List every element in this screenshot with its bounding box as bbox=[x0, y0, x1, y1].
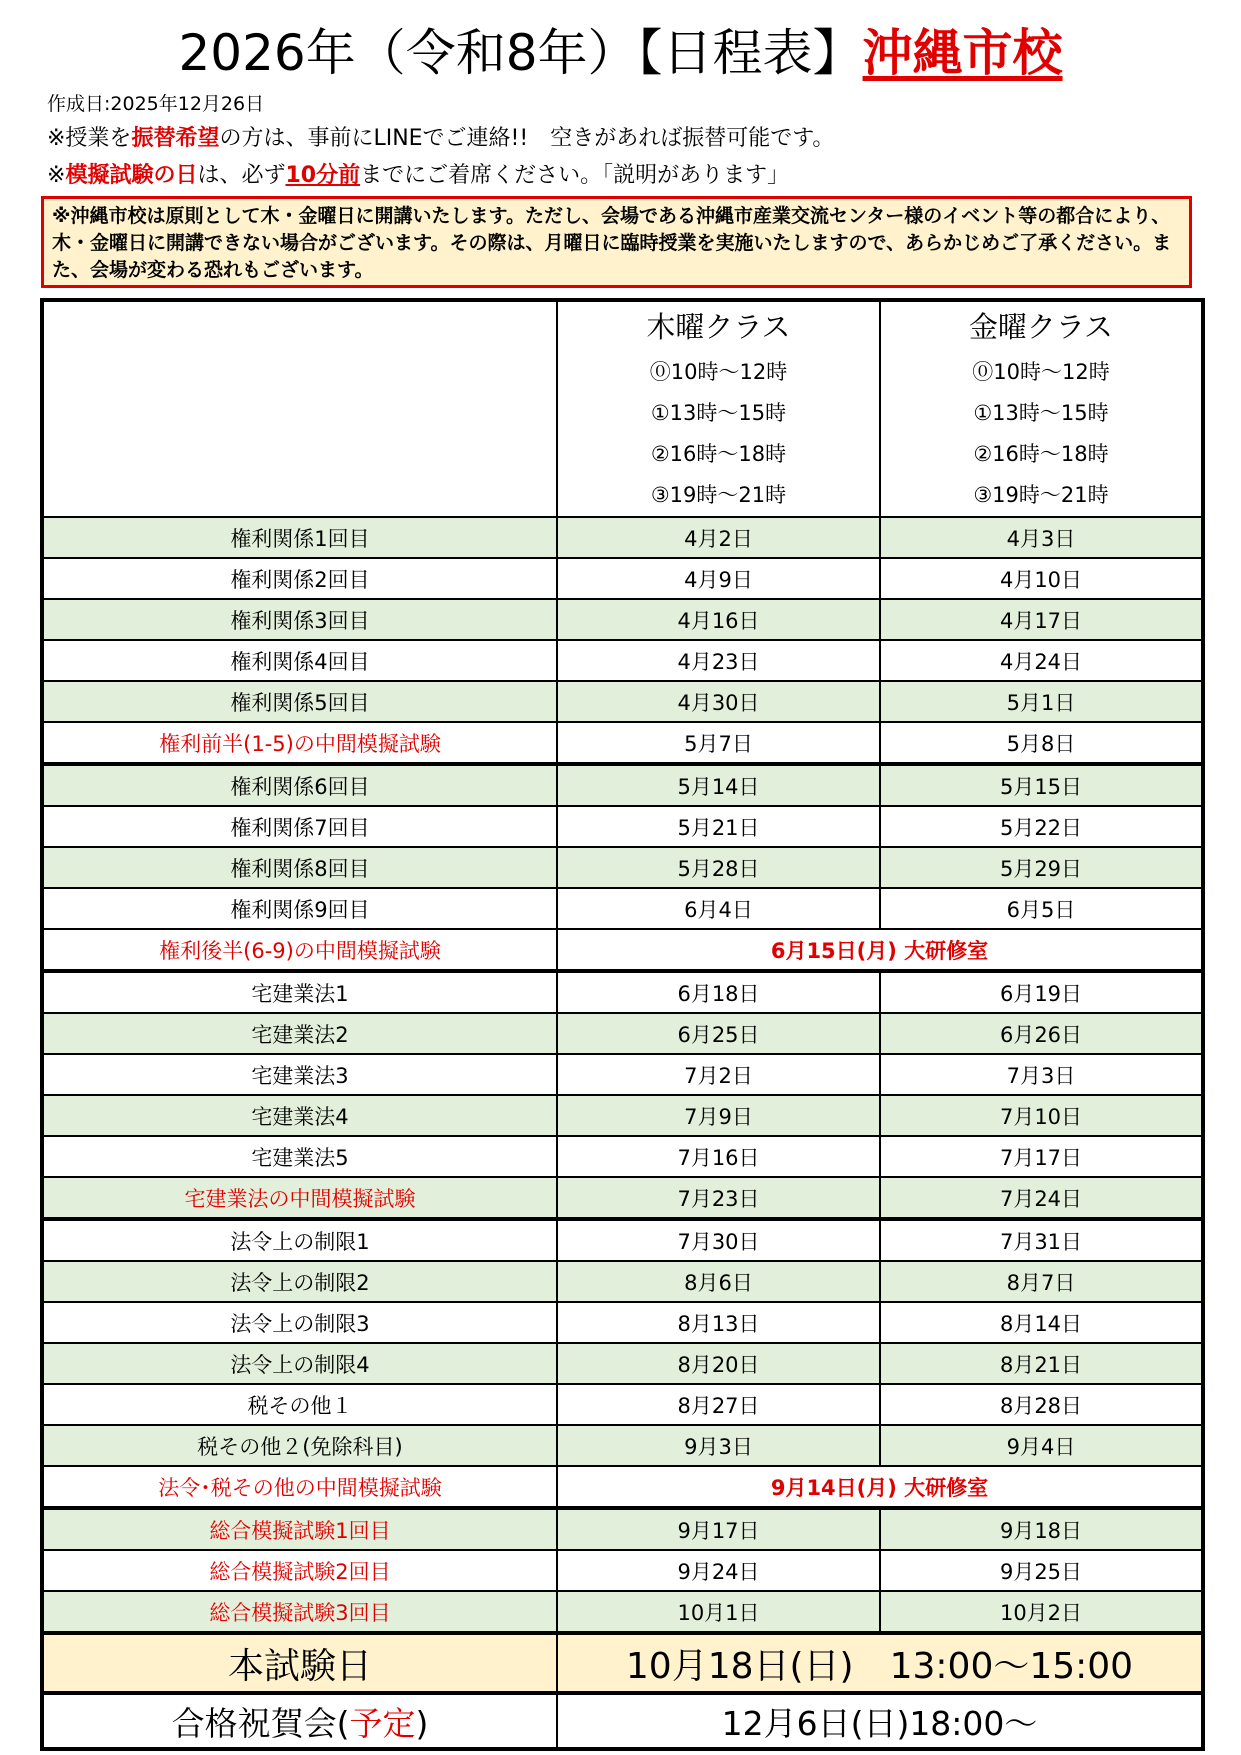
thursday-date-cell: 8月27日 bbox=[557, 1384, 880, 1425]
notice2-part-a: ※ bbox=[47, 163, 66, 188]
table-row bbox=[42, 1425, 1203, 1466]
thursday-date-cell: 5月7日 bbox=[557, 722, 880, 764]
table-header-row bbox=[42, 300, 1203, 517]
table-row bbox=[42, 558, 1203, 599]
thursday-date-cell: 10月1日 bbox=[557, 1591, 880, 1633]
table-row bbox=[42, 806, 1203, 847]
thursday-class-name: 木曜クラス bbox=[646, 310, 791, 344]
celebration-label-c: ) bbox=[415, 1703, 429, 1743]
table-row bbox=[42, 888, 1203, 929]
table-row bbox=[42, 1261, 1203, 1302]
friday-date-cell: 5月1日 bbox=[880, 681, 1203, 722]
thursday-date-cell: 6月18日 bbox=[557, 971, 880, 1013]
notice-mock-exam bbox=[47, 161, 789, 191]
thursday-date-cell: 5月21日 bbox=[557, 806, 880, 847]
thursday-date-cell: 7月23日 bbox=[557, 1177, 880, 1219]
subject-cell: 宅建業法2 bbox=[42, 1013, 557, 1054]
thursday-date-cell: 9月17日 bbox=[557, 1508, 880, 1550]
friday-date-cell: 6月5日 bbox=[880, 888, 1203, 929]
notice1-emphasis: 振替希望 bbox=[131, 126, 220, 151]
friday-date-cell: 9月4日 bbox=[880, 1425, 1203, 1466]
table-row bbox=[42, 722, 1203, 764]
table-row bbox=[42, 1550, 1203, 1591]
exam-day-row bbox=[42, 1633, 1203, 1693]
friday-date-cell: 9月18日 bbox=[880, 1508, 1203, 1550]
table-row bbox=[42, 764, 1203, 806]
friday-time-1: ①13時～15時 bbox=[973, 401, 1109, 425]
friday-date-cell: 8月28日 bbox=[880, 1384, 1203, 1425]
thursday-class-header bbox=[557, 300, 880, 517]
combined-date-cell: 6月15日(月) 大研修室 bbox=[557, 929, 1203, 971]
table-row bbox=[42, 929, 1203, 971]
friday-date-cell: 6月26日 bbox=[880, 1013, 1203, 1054]
notice2-part-e: までにご着席ください。「説明があります」 bbox=[360, 163, 790, 188]
subject-cell: 権利関係3回目 bbox=[42, 599, 557, 640]
table-row bbox=[42, 640, 1203, 681]
subject-cell: 権利前半(1-5)の中間模擬試験 bbox=[42, 722, 557, 764]
thursday-date-cell: 6月4日 bbox=[557, 888, 880, 929]
friday-date-cell: 7月24日 bbox=[880, 1177, 1203, 1219]
thursday-time-0: ⓪10時～12時 bbox=[649, 360, 788, 384]
subject-cell: 権利関係7回目 bbox=[42, 806, 557, 847]
friday-date-cell: 8月21日 bbox=[880, 1343, 1203, 1384]
title-school: 沖縄市校 bbox=[862, 24, 1063, 82]
subject-cell: 権利関係9回目 bbox=[42, 888, 557, 929]
friday-date-cell: 4月3日 bbox=[880, 517, 1203, 558]
table-row bbox=[42, 681, 1203, 722]
subject-cell: 宅建業法3 bbox=[42, 1054, 557, 1095]
thursday-date-cell: 4月23日 bbox=[557, 640, 880, 681]
table-row bbox=[42, 1466, 1203, 1508]
exam-day-label: 本試験日 bbox=[42, 1633, 557, 1693]
friday-date-cell: 8月14日 bbox=[880, 1302, 1203, 1343]
friday-time-3: ③19時～21時 bbox=[973, 483, 1109, 507]
exam-day-value: 10月18日(日) 13:00～15:00 bbox=[557, 1633, 1203, 1693]
notice2-part-c: は、必ず bbox=[197, 163, 286, 188]
friday-time-2: ②16時～18時 bbox=[973, 442, 1109, 466]
friday-date-cell: 5月15日 bbox=[880, 764, 1203, 806]
table-row bbox=[42, 1177, 1203, 1219]
friday-date-cell: 9月25日 bbox=[880, 1550, 1203, 1591]
celebration-label-a: 合格祝賀会( bbox=[171, 1703, 350, 1743]
thursday-date-cell: 7月9日 bbox=[557, 1095, 880, 1136]
table-row bbox=[42, 847, 1203, 888]
thursday-date-cell: 6月25日 bbox=[557, 1013, 880, 1054]
subject-cell: 税その他２(免除科目) bbox=[42, 1425, 557, 1466]
friday-class-header bbox=[880, 300, 1203, 517]
friday-date-cell: 7月3日 bbox=[880, 1054, 1203, 1095]
header-empty-cell bbox=[42, 300, 557, 517]
subject-cell: 権利関係6回目 bbox=[42, 764, 557, 806]
thursday-date-cell: 9月3日 bbox=[557, 1425, 880, 1466]
friday-date-cell: 4月17日 bbox=[880, 599, 1203, 640]
subject-cell: 法令･税その他の中間模擬試験 bbox=[42, 1466, 557, 1508]
notice2-ten-minutes: 10分前 bbox=[285, 163, 361, 188]
friday-class-name: 金曜クラス bbox=[968, 310, 1114, 344]
thursday-date-cell: 7月16日 bbox=[557, 1136, 880, 1177]
subject-cell: 総合模擬試験1回目 bbox=[42, 1508, 557, 1550]
table-row bbox=[42, 1302, 1203, 1343]
friday-date-cell: 8月7日 bbox=[880, 1261, 1203, 1302]
notice2-emphasis: 模擬試験の日 bbox=[65, 163, 198, 188]
subject-cell: 宅建業法5 bbox=[42, 1136, 557, 1177]
thursday-date-cell: 5月28日 bbox=[557, 847, 880, 888]
subject-cell: 権利関係4回目 bbox=[42, 640, 557, 681]
table-row bbox=[42, 1384, 1203, 1425]
subject-cell: 総合模擬試験3回目 bbox=[42, 1591, 557, 1633]
page-title bbox=[0, 18, 1241, 88]
table-row bbox=[42, 1136, 1203, 1177]
thursday-time-1: ①13時～15時 bbox=[650, 401, 787, 425]
celebration-label bbox=[42, 1693, 557, 1749]
friday-date-cell: 6月19日 bbox=[880, 971, 1203, 1013]
subject-cell: 宅建業法4 bbox=[42, 1095, 557, 1136]
thursday-date-cell: 8月6日 bbox=[557, 1261, 880, 1302]
thursday-date-cell: 8月20日 bbox=[557, 1343, 880, 1384]
combined-date-cell: 9月14日(月) 大研修室 bbox=[557, 1466, 1203, 1508]
thursday-date-cell: 9月24日 bbox=[557, 1550, 880, 1591]
celebration-row bbox=[42, 1693, 1203, 1749]
thursday-date-cell: 4月2日 bbox=[557, 517, 880, 558]
subject-cell: 法令上の制限3 bbox=[42, 1302, 557, 1343]
thursday-date-cell: 8月13日 bbox=[557, 1302, 880, 1343]
notice1-part-c: の方は、事前にLINEでご連絡!! 空きがあれば振替可能です。 bbox=[219, 126, 835, 151]
table-row bbox=[42, 1508, 1203, 1550]
notice1-part-a: ※授業を bbox=[47, 126, 132, 151]
schedule-table bbox=[40, 298, 1205, 1751]
friday-date-cell: 7月31日 bbox=[880, 1219, 1203, 1261]
thursday-date-cell: 7月30日 bbox=[557, 1219, 880, 1261]
subject-cell: 権利後半(6-9)の中間模擬試験 bbox=[42, 929, 557, 971]
thursday-date-cell: 4月16日 bbox=[557, 599, 880, 640]
subject-cell: 権利関係8回目 bbox=[42, 847, 557, 888]
table-row bbox=[42, 1219, 1203, 1261]
table-row bbox=[42, 1054, 1203, 1095]
subject-cell: 法令上の制限1 bbox=[42, 1219, 557, 1261]
friday-date-cell: 5月29日 bbox=[880, 847, 1203, 888]
table-row bbox=[42, 599, 1203, 640]
title-main: 2026年（令和8年）【日程表】 bbox=[178, 24, 863, 82]
subject-cell: 権利関係5回目 bbox=[42, 681, 557, 722]
celebration-label-planned: 予定 bbox=[349, 1703, 416, 1743]
table-row bbox=[42, 971, 1203, 1013]
created-date: 作成日:2025年12月26日 bbox=[47, 93, 265, 115]
thursday-date-cell: 7月2日 bbox=[557, 1054, 880, 1095]
subject-cell: 宅建業法の中間模擬試験 bbox=[42, 1177, 557, 1219]
warning-box: ※沖縄市校は原則として木・金曜日に開講いたします。ただし、会場である沖縄市産業交流センター様のイベント等の都合により、木・金曜日に開講できない場合がございます。その際は、月曜日に臨時授業を実施いたしますので、あらかじめご了承ください。また、会場が変わる恐れもございます。 bbox=[41, 196, 1192, 288]
table-row bbox=[42, 1095, 1203, 1136]
friday-date-cell: 7月17日 bbox=[880, 1136, 1203, 1177]
friday-date-cell: 4月10日 bbox=[880, 558, 1203, 599]
thursday-time-2: ②16時～18時 bbox=[650, 442, 787, 466]
thursday-date-cell: 4月9日 bbox=[557, 558, 880, 599]
table-row bbox=[42, 517, 1203, 558]
friday-date-cell: 5月8日 bbox=[880, 722, 1203, 764]
subject-cell: 法令上の制限2 bbox=[42, 1261, 557, 1302]
notice-transfer bbox=[47, 124, 834, 154]
friday-date-cell: 4月24日 bbox=[880, 640, 1203, 681]
subject-cell: 総合模擬試験2回目 bbox=[42, 1550, 557, 1591]
table-row bbox=[42, 1343, 1203, 1384]
friday-date-cell: 10月2日 bbox=[880, 1591, 1203, 1633]
subject-cell: 法令上の制限4 bbox=[42, 1343, 557, 1384]
subject-cell: 権利関係2回目 bbox=[42, 558, 557, 599]
thursday-time-3: ③19時～21時 bbox=[650, 483, 787, 507]
celebration-value: 12月6日(日)18:00～ bbox=[557, 1693, 1203, 1749]
subject-cell: 宅建業法1 bbox=[42, 971, 557, 1013]
table-row bbox=[42, 1013, 1203, 1054]
thursday-date-cell: 4月30日 bbox=[557, 681, 880, 722]
thursday-date-cell: 5月14日 bbox=[557, 764, 880, 806]
table-row bbox=[42, 1591, 1203, 1633]
subject-cell: 権利関係1回目 bbox=[42, 517, 557, 558]
friday-time-0: ⓪10時～12時 bbox=[972, 360, 1110, 384]
friday-date-cell: 7月10日 bbox=[880, 1095, 1203, 1136]
friday-date-cell: 5月22日 bbox=[880, 806, 1203, 847]
subject-cell: 税その他１ bbox=[42, 1384, 557, 1425]
